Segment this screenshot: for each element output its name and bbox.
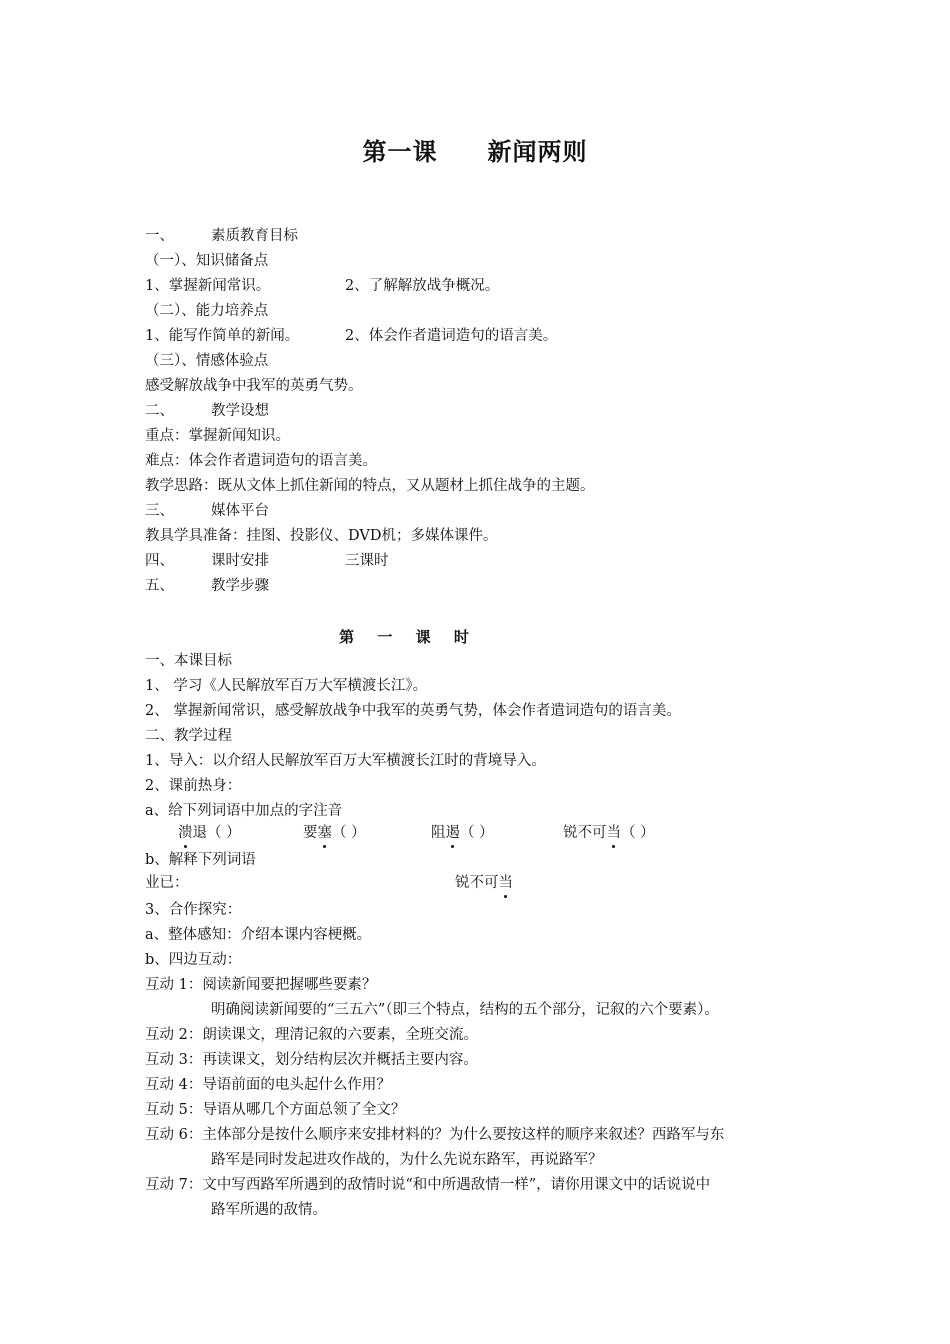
title-lesson-name: 新闻两则	[487, 138, 588, 166]
section1-sub2: （二）、能力培养点	[145, 303, 269, 319]
word-3: 阻遏（ ）	[431, 825, 494, 841]
section1-sub1: （一）、知识储备点	[145, 253, 269, 269]
lesson-goal-heading: 一、本课目标	[145, 653, 232, 669]
interaction-1-answer: 明确阅读新闻要的“三五六”（即三个特点，结构的五个部分，记叙的六个要素）。	[211, 1002, 719, 1018]
word-2: 要塞（ ）	[303, 825, 366, 841]
lesson-title: 第 一 课 时	[339, 628, 471, 646]
section3-heading: 三、 媒体平台	[145, 503, 269, 519]
interaction-3: 互动 3：再读课文，划分结构层次并概括主要内容。	[145, 1052, 478, 1068]
section3-tools: 教具学具准备：挂图、投影仪、DVD机；多媒体课件。	[145, 528, 498, 544]
section1-heading: 一、 素质教育目标	[145, 228, 298, 244]
lesson-process-heading: 二、教学过程	[145, 728, 232, 744]
section5-heading: 五、 教学步骤	[145, 578, 269, 594]
lesson-step-3: 3、合作探究：	[145, 902, 242, 918]
overall-task: a、整体感知：介绍本课内容梗概。	[145, 927, 372, 943]
section1-sub2-items: 1、能写作简单的新闻。 2、体会作者遣词造句的语言美。	[145, 328, 558, 344]
explain-terms: 业已： 锐不可当	[145, 875, 513, 891]
section2-heading: 二、 教学设想	[145, 403, 269, 419]
interact-task: b、四边互动：	[145, 952, 242, 968]
section2-key: 重点：掌握新闻知识。	[145, 428, 290, 444]
title-lesson-number: 第一课	[362, 138, 438, 166]
page-title	[0, 132, 950, 167]
interaction-1: 互动 1：阅读新闻要把握哪些要素？	[145, 977, 377, 993]
section2-difficult: 难点：体会作者遣词造句的语言美。	[145, 453, 377, 469]
lesson-goal-1: 1、 学习《人民解放军百万大军横渡长江》。	[145, 678, 428, 694]
interaction-7: 互动 7：文中写西路军所遇到的敌情时说“和中所遇敌情一样”，请你用课文中的话说说中	[145, 1177, 711, 1193]
interaction-2: 互动 2：朗读课文，理清记叙的六要素，全班交流。	[145, 1027, 478, 1043]
section1-sub3: （三）、情感体验点	[145, 353, 269, 369]
phonetic-task: a、给下列词语中加点的字注音	[145, 803, 343, 819]
phonetic-words	[178, 823, 655, 843]
interaction-7-cont: 路军所遇的敌情。	[211, 1202, 327, 1218]
section1-sub1-items: 1、掌握新闻常识。 2、了解解放战争概况。	[145, 278, 500, 294]
interaction-5: 互动 5：导语从哪几个方面总领了全文？	[145, 1102, 406, 1118]
explain-task: b、解释下列词语	[145, 852, 256, 868]
section1-sub3-item: 感受解放战争中我军的英勇气势。	[145, 378, 363, 394]
section2-idea: 教学思路：既从文体上抓住新闻的特点，又从题材上抓住战争的主题。	[145, 478, 595, 494]
lesson-goal-2: 2、 掌握新闻常识，感受解放战争中我军的英勇气势，体会作者遣词造句的语言美。	[145, 703, 681, 719]
lesson-step-1: 1、导入：以介绍人民解放军百万大军横渡长江时的背境导入。	[145, 753, 546, 769]
lesson-step-2: 2、课前热身：	[145, 778, 242, 794]
word-4: 锐不可当（ ）	[563, 825, 655, 841]
interaction-6: 互动 6：主体部分是按什么顺序来安排材料的？为什么要按这样的顺序来叙述？西路军与东	[145, 1127, 725, 1143]
interaction-4: 互动 4：导语前面的电头起什么作用？	[145, 1077, 391, 1093]
interaction-6-cont: 路军是同时发起进攻作战的，为什么先说东路军，再说路军？	[211, 1152, 603, 1168]
word-1: 溃退（ ）	[178, 825, 241, 841]
section4-heading: 四、 课时安排 三课时	[145, 553, 389, 569]
